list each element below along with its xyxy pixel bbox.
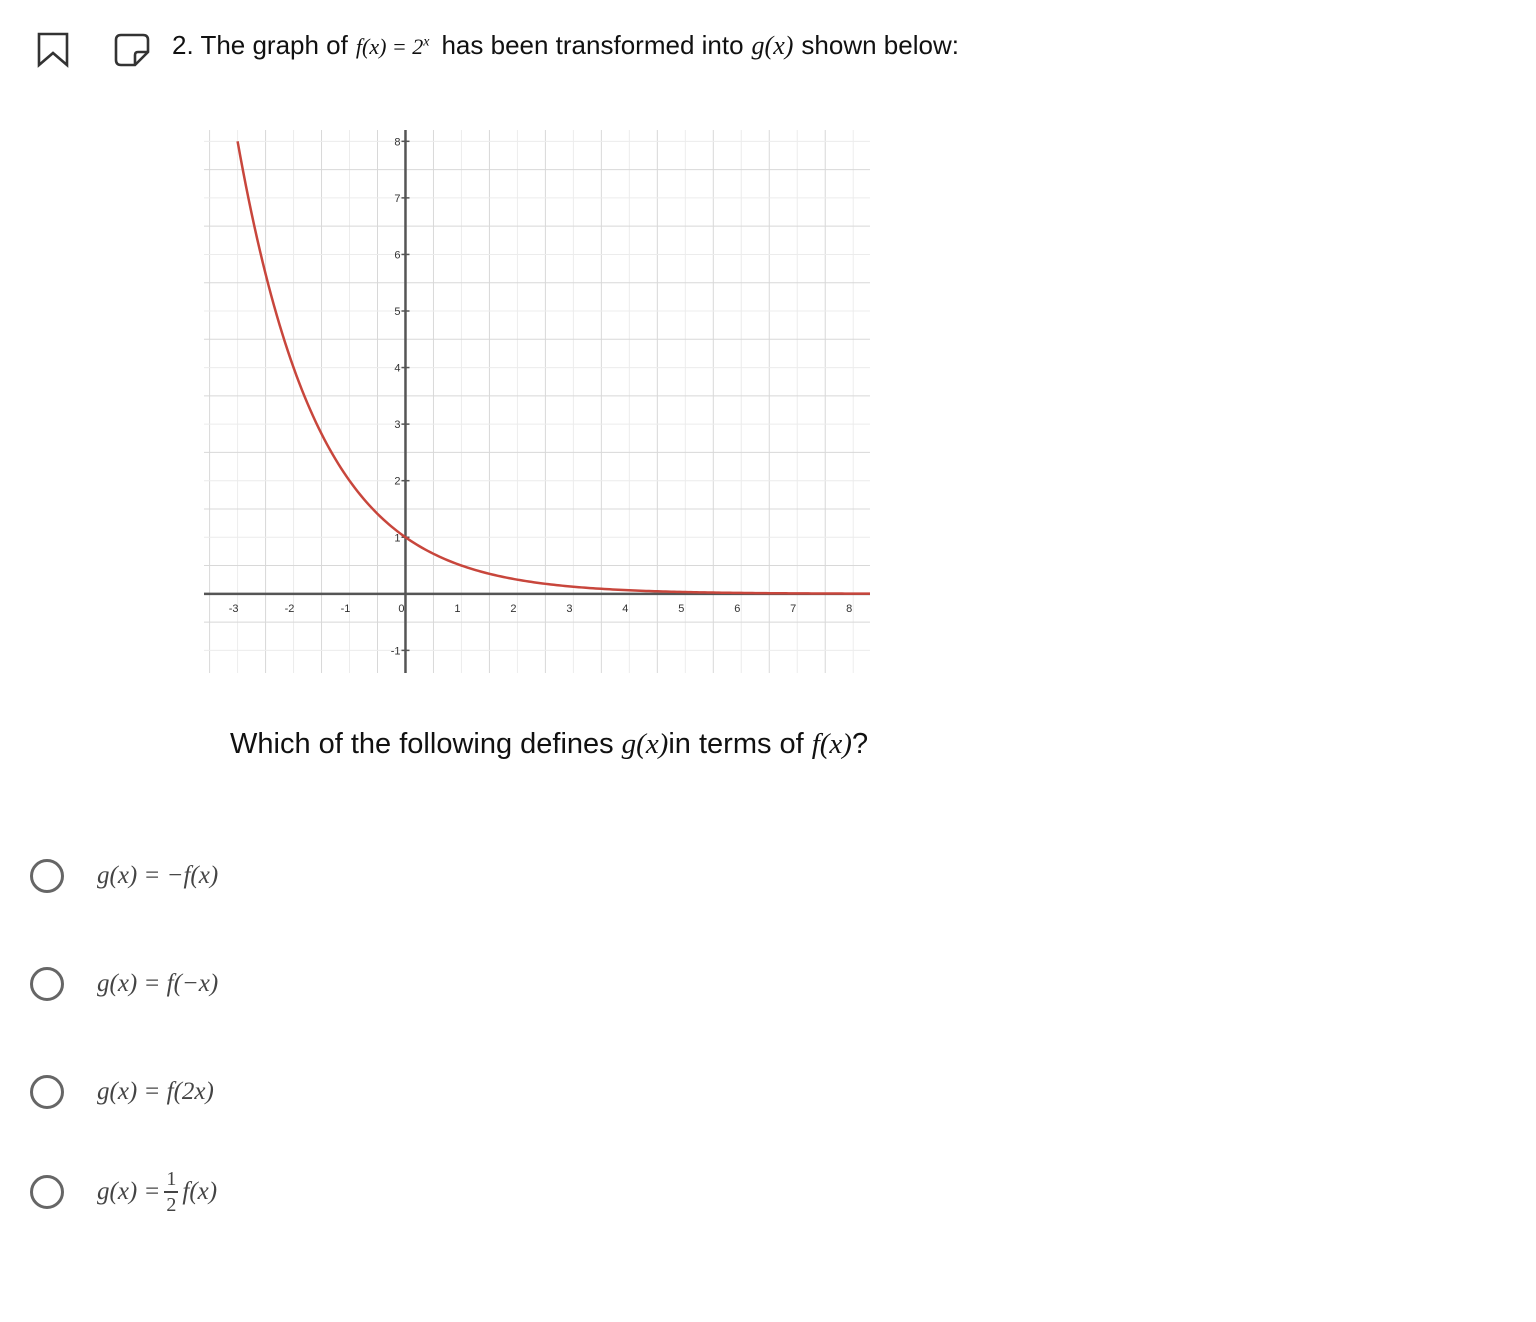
answer-option-2[interactable] xyxy=(30,959,218,1009)
option-label xyxy=(97,1169,217,1215)
x-tick-label: 2 xyxy=(510,602,517,615)
y-tick-label: 8 xyxy=(394,136,401,149)
f-exponent: x xyxy=(423,34,430,50)
option-label-right: f(x) xyxy=(182,1178,218,1205)
f-definition: f(x) = 2 xyxy=(355,34,424,59)
prompt-text xyxy=(230,728,868,761)
fraction xyxy=(164,1169,178,1215)
plot-background xyxy=(204,130,870,673)
note-icon xyxy=(113,32,151,68)
prompt-middle: in terms of xyxy=(668,728,804,760)
y-tick-label: 5 xyxy=(394,306,401,318)
option-label: g(x) = f(−x) xyxy=(97,970,219,997)
prompt-before: Which of the following defines xyxy=(230,728,614,760)
prompt-g: g(x) xyxy=(621,728,669,760)
y-tick-label: 1 xyxy=(394,532,401,545)
x-tick-label: 8 xyxy=(846,602,853,615)
radio-button[interactable] xyxy=(30,967,64,1001)
radio-button[interactable] xyxy=(30,1175,64,1209)
x-tick-label: 1 xyxy=(454,602,461,615)
y-tick-label: 3 xyxy=(394,419,401,432)
question-text xyxy=(172,30,959,61)
x-tick-label: 4 xyxy=(622,602,629,615)
y-tick-label: 4 xyxy=(394,362,401,375)
x-tick-label: 7 xyxy=(790,602,797,615)
question-suffix: shown below: xyxy=(801,30,959,60)
y-tick-label: -1 xyxy=(390,645,401,658)
y-tick-label: 7 xyxy=(394,192,401,205)
fraction-numerator: 1 xyxy=(166,1168,177,1190)
prompt-end: ? xyxy=(851,728,869,760)
x-tick-label: -3 xyxy=(228,602,239,615)
x-tick-label: 5 xyxy=(678,602,685,615)
y-tick-label: 2 xyxy=(394,475,401,488)
answer-option-3[interactable] xyxy=(30,1067,214,1117)
graph xyxy=(204,130,870,673)
y-tick-label: 6 xyxy=(394,249,401,262)
function-f-definition xyxy=(356,34,430,60)
note-button[interactable] xyxy=(113,32,151,68)
question-middle: has been transformed into xyxy=(441,30,744,60)
question-prefix: 2. The graph of xyxy=(172,30,348,60)
bookmark-icon xyxy=(36,32,70,68)
option-label: g(x) = −f(x) xyxy=(97,862,219,889)
x-tick-label: -1 xyxy=(340,602,351,615)
x-tick-label: 0 xyxy=(398,602,405,615)
x-tick-label: 3 xyxy=(566,602,573,615)
x-tick-label: -2 xyxy=(284,602,295,615)
g-of-x: g(x) xyxy=(751,31,794,60)
fraction-denominator: 2 xyxy=(166,1194,177,1216)
answer-option-4[interactable] xyxy=(30,1167,217,1217)
answer-option-1[interactable] xyxy=(30,851,218,901)
radio-button[interactable] xyxy=(30,1075,64,1109)
radio-button[interactable] xyxy=(30,859,64,893)
option-label: g(x) = f(2x) xyxy=(97,1078,214,1105)
prompt-f: f(x) xyxy=(811,728,852,760)
graph-svg xyxy=(204,130,870,673)
x-tick-label: 6 xyxy=(734,602,741,615)
option-label-left: g(x) = xyxy=(97,1178,161,1205)
bookmark-button[interactable] xyxy=(36,32,70,68)
